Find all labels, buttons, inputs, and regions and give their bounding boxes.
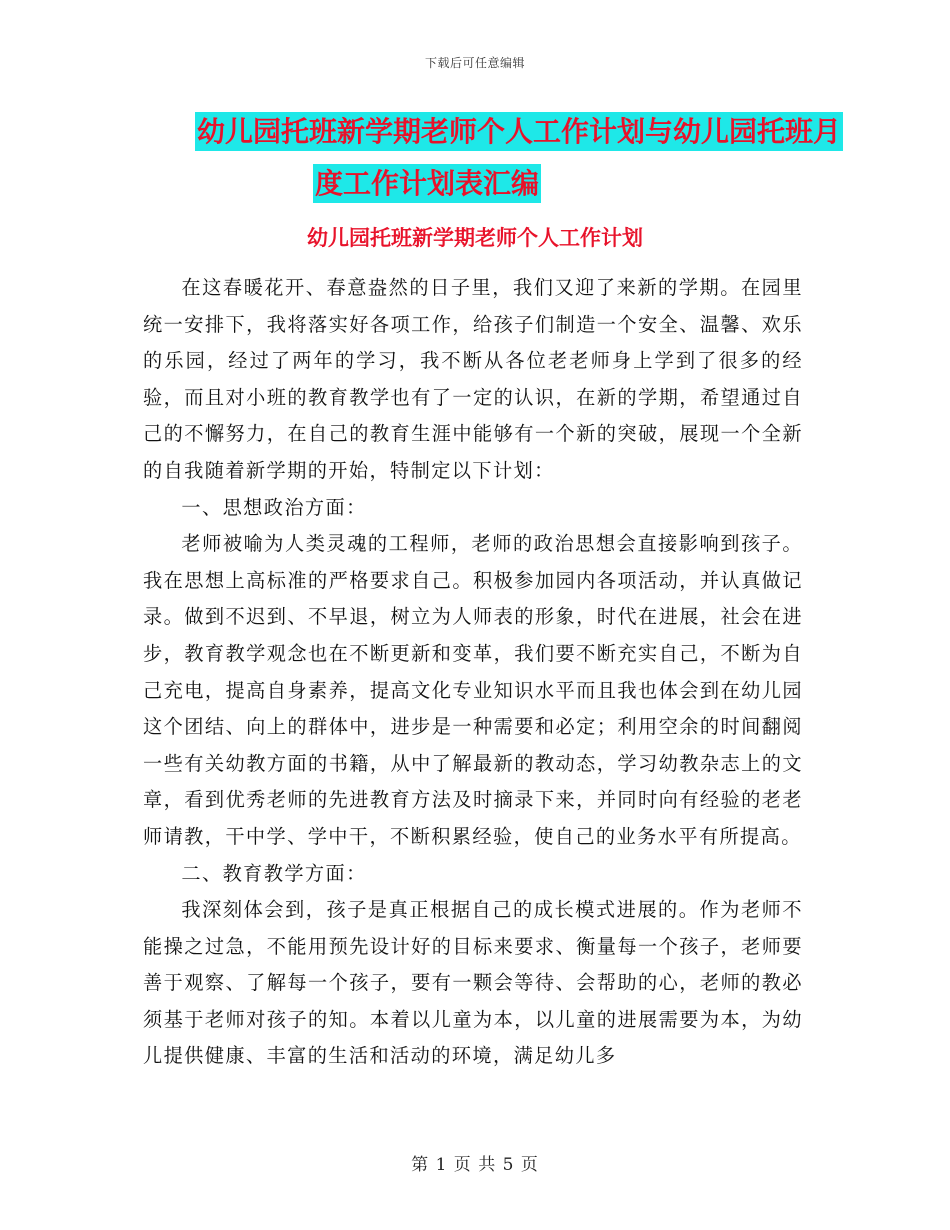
page-number: 第 1 页 共 5 页 bbox=[411, 1155, 539, 1175]
document-title bbox=[145, 106, 842, 210]
heading-political: 一、思想政治方面： bbox=[181, 495, 367, 519]
paragraph-teaching: 我深刻体会到，孩子是真正根据自己的成长模式进展的。作为老师不能操之过急，不能用预先设计好的目标来要求、衡量每一个孩子，老师要善于观察、了解每一个孩子，要有一颗会等待、会帮助的心，老师的教必须基于老师对孩子的知。本着以儿童为本，以儿童的进展需要为本，为幼儿提供健康、丰富的生活和活动的环境，满足幼儿多 bbox=[143, 898, 803, 1068]
section-title: 幼儿园托班新学期老师个人工作计划 bbox=[307, 226, 643, 250]
heading-teaching: 二、教育教学方面： bbox=[181, 861, 367, 885]
header-note: 下载后可任意编辑 bbox=[424, 56, 525, 70]
document-title-line1: 幼儿园托班新学期老师个人工作计划与幼儿园托班月 bbox=[195, 112, 843, 151]
document-body bbox=[143, 270, 803, 1075]
paragraph-political: 老师被喻为人类灵魂的工程师，老师的政治思想会直接影响到孩子。我在思想上高标准的严格要求自己。积极参加园内各项活动，并认真做记录。做到不迟到、不早退，树立为人师表的形象，时代在进展，社会在进步，教育教学观念也在不断更新和变革，我们要不断充实自己，不断为自己充电，提高自身素养，提高文化专业知识水平而且我也体会到在幼儿园这个团结、向上的群体中，进步是一种需要和必定；利用空余的时间翻阅一些有关幼教方面的书籍，从中了解最新的教动态，学习幼教杂志上的文章，看到优秀老师的先进教育方法及时摘录下来，并同时向有经验的老老师请教，干中学、学中干，不断积累经验，使自己的业务水平有所提高。 bbox=[143, 532, 803, 848]
paragraph-intro: 在这春暖花开、春意盎然的日子里，我们又迎了来新的学期。在园里统一安排下，我将落实好各项工作，给孩子们制造一个安全、温馨、欢乐的乐园，经过了两年的学习，我不断从各位老老师身上学到了很多的经验，而且对小班的教育教学也有了一定的认识，在新的学期，希望通过自己的不懈努力，在自己的教育生涯中能够有一个新的突破，展现一个全新的自我随着新学期的开始，特制定以下计划： bbox=[143, 276, 803, 482]
document-title-line2: 度工作计划表汇编 bbox=[313, 164, 541, 203]
